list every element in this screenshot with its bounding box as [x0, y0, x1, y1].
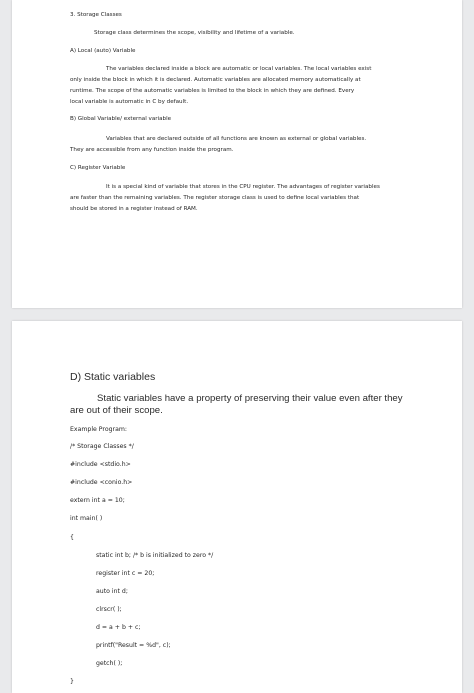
code-include-conio: #include <conio.h>	[70, 479, 133, 486]
code-main-signature: int main( )	[70, 515, 103, 522]
example-program-label: Example Program:	[70, 426, 128, 433]
paragraph-line: only inside the block in which it is declared. Automatic variables are allocated memory automatically at	[70, 77, 361, 83]
paragraph-line: local variable is automatic in C by default.	[70, 99, 189, 105]
code-include-stdio: #include <stdio.h>	[70, 461, 131, 468]
paragraph-line: They are accessible from any function inside the program.	[70, 147, 234, 153]
code-extern-declaration: extern int a = 10;	[70, 497, 125, 504]
code-comment: /* Storage Classes */	[70, 443, 134, 450]
paragraph-line: The variables declared inside a block are automatic or local variables. The local variables exist	[106, 66, 372, 72]
global-variable-heading: B) Global Variable/ external variable	[70, 116, 172, 122]
static-variables-heading: D) Static variables	[70, 371, 156, 383]
local-variable-paragraph	[70, 64, 371, 108]
register-variable-paragraph	[70, 182, 380, 215]
storage-class-intro: Storage class determines the scope, visibility and lifetime of a variable.	[94, 30, 295, 36]
code-clrscr-call: clrscr( );	[96, 606, 122, 613]
document-page-2	[12, 321, 462, 693]
code-auto-declaration: auto int d;	[96, 588, 128, 595]
code-open-brace: {	[70, 534, 74, 541]
paragraph-line: should be stored in a register instead of RAM.	[70, 206, 198, 212]
static-variables-line-2: are out of their scope.	[70, 405, 163, 416]
paragraph-line: runtime. The scope of the automatic variables is limited to the block in which they are defined. Every	[70, 88, 355, 94]
section-title: 3. Storage Classes	[70, 12, 122, 18]
paragraph-line: Variables that are declared outside of all functions are known as external or global variables.	[106, 136, 367, 142]
paragraph-line: are faster than the remaining variables. The register storage class is used to define local variables that	[70, 195, 360, 201]
global-variable-paragraph	[70, 134, 366, 156]
code-getch-call: getch( );	[96, 660, 123, 667]
code-assignment: d = a + b + c;	[96, 624, 141, 631]
code-static-declaration: static int b; /* b is initialized to zero */	[96, 552, 214, 559]
register-variable-heading: C) Register Variable	[70, 165, 126, 171]
code-printf-call: printf("Result = %d", c);	[96, 642, 171, 649]
local-variable-heading: A) Local (auto) Variable	[70, 48, 136, 54]
code-register-declaration: register int c = 20;	[96, 570, 155, 577]
static-variables-line-1: Static variables have a property of preserving their value even after they	[97, 393, 403, 404]
document-page-1	[12, 0, 462, 308]
paragraph-line: It is a special kind of variable that stores in the CPU register. The advantages of register variables	[106, 184, 380, 190]
code-close-brace: }	[70, 678, 74, 685]
